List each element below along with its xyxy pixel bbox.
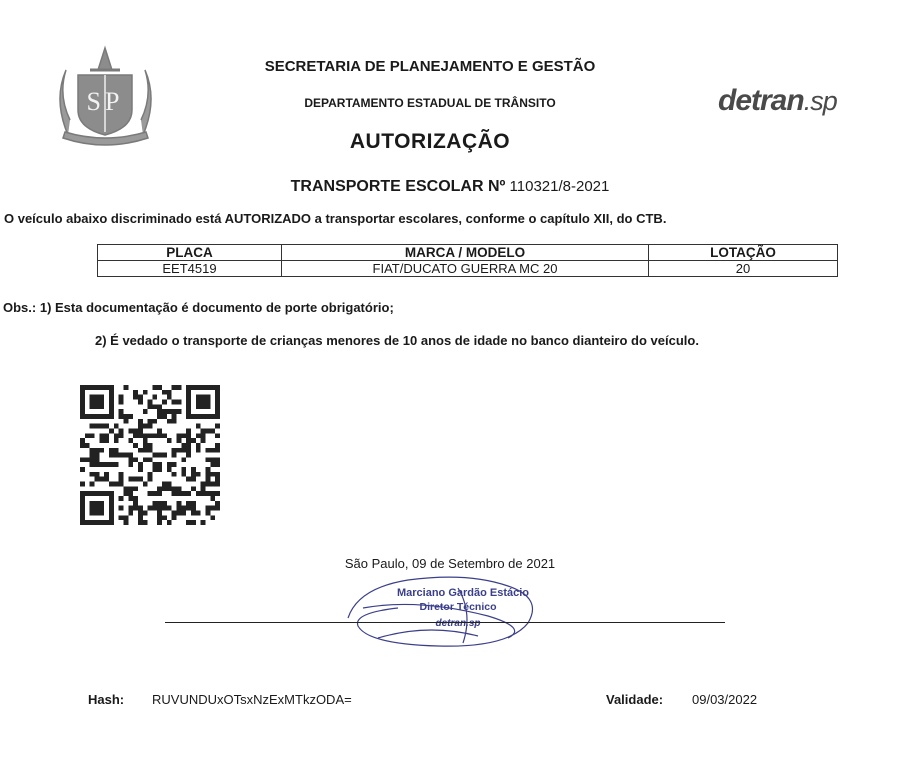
signature-stamp xyxy=(338,568,563,652)
place-date: São Paulo, 09 de Setembro de 2021 xyxy=(344,556,556,571)
header-placa: PLACA xyxy=(98,245,282,261)
detran-logo xyxy=(718,84,837,118)
document-title: AUTORIZAÇÃO xyxy=(349,130,511,153)
intro-text: O veículo abaixo discriminado está AUTORIZADO a transportar escolares, conforme o capítulo XII, do CTB. xyxy=(4,211,667,226)
qr-code-icon xyxy=(80,385,220,525)
logo-suffix: .sp xyxy=(803,86,837,116)
stamp-org: detran.sp xyxy=(435,618,481,629)
vehicle-table xyxy=(97,244,838,277)
header-marca-modelo: MARCA / MODELO xyxy=(282,245,649,261)
cell-placa: EET4519 xyxy=(98,261,282,277)
validade-label: Validade: xyxy=(606,692,664,707)
seal-letters: SP xyxy=(86,87,124,116)
obs-line-2: 2) É vedado o transporte de crianças menores de 10 anos de idade no banco dianteiro do veículo. xyxy=(95,333,699,348)
stamp-role: Diretor Técnico xyxy=(419,601,497,613)
signature-line xyxy=(165,622,725,623)
hash-label: Hash: xyxy=(88,692,125,707)
obs-line-1: Obs.: 1) Esta documentação é documento de porte obrigatório; xyxy=(3,300,394,315)
validade-value: 09/03/2022 xyxy=(692,692,758,707)
header-lotacao: LOTAÇÃO xyxy=(649,245,838,261)
stamp-name: Marciano Gardão Estácio xyxy=(396,587,530,599)
transporte-label: TRANSPORTE ESCOLAR Nº xyxy=(290,178,506,195)
transporte-line xyxy=(0,178,900,196)
table-row xyxy=(98,261,838,277)
hash-value: RUVUNDUxOTsxNzExMTkzODA= xyxy=(152,692,352,707)
cell-marca-modelo: FIAT/DUCATO GUERRA MC 20 xyxy=(282,261,649,277)
table-header-row xyxy=(98,245,838,261)
logo-main: detran xyxy=(718,84,804,117)
departamento-heading: DEPARTAMENTO ESTADUAL DE TRÂNSITO xyxy=(304,96,556,110)
secretaria-heading: SECRETARIA DE PLANEJAMENTO E GESTÃO xyxy=(264,58,596,75)
cell-lotacao: 20 xyxy=(649,261,838,277)
transporte-number: 110321/8-2021 xyxy=(509,178,610,195)
